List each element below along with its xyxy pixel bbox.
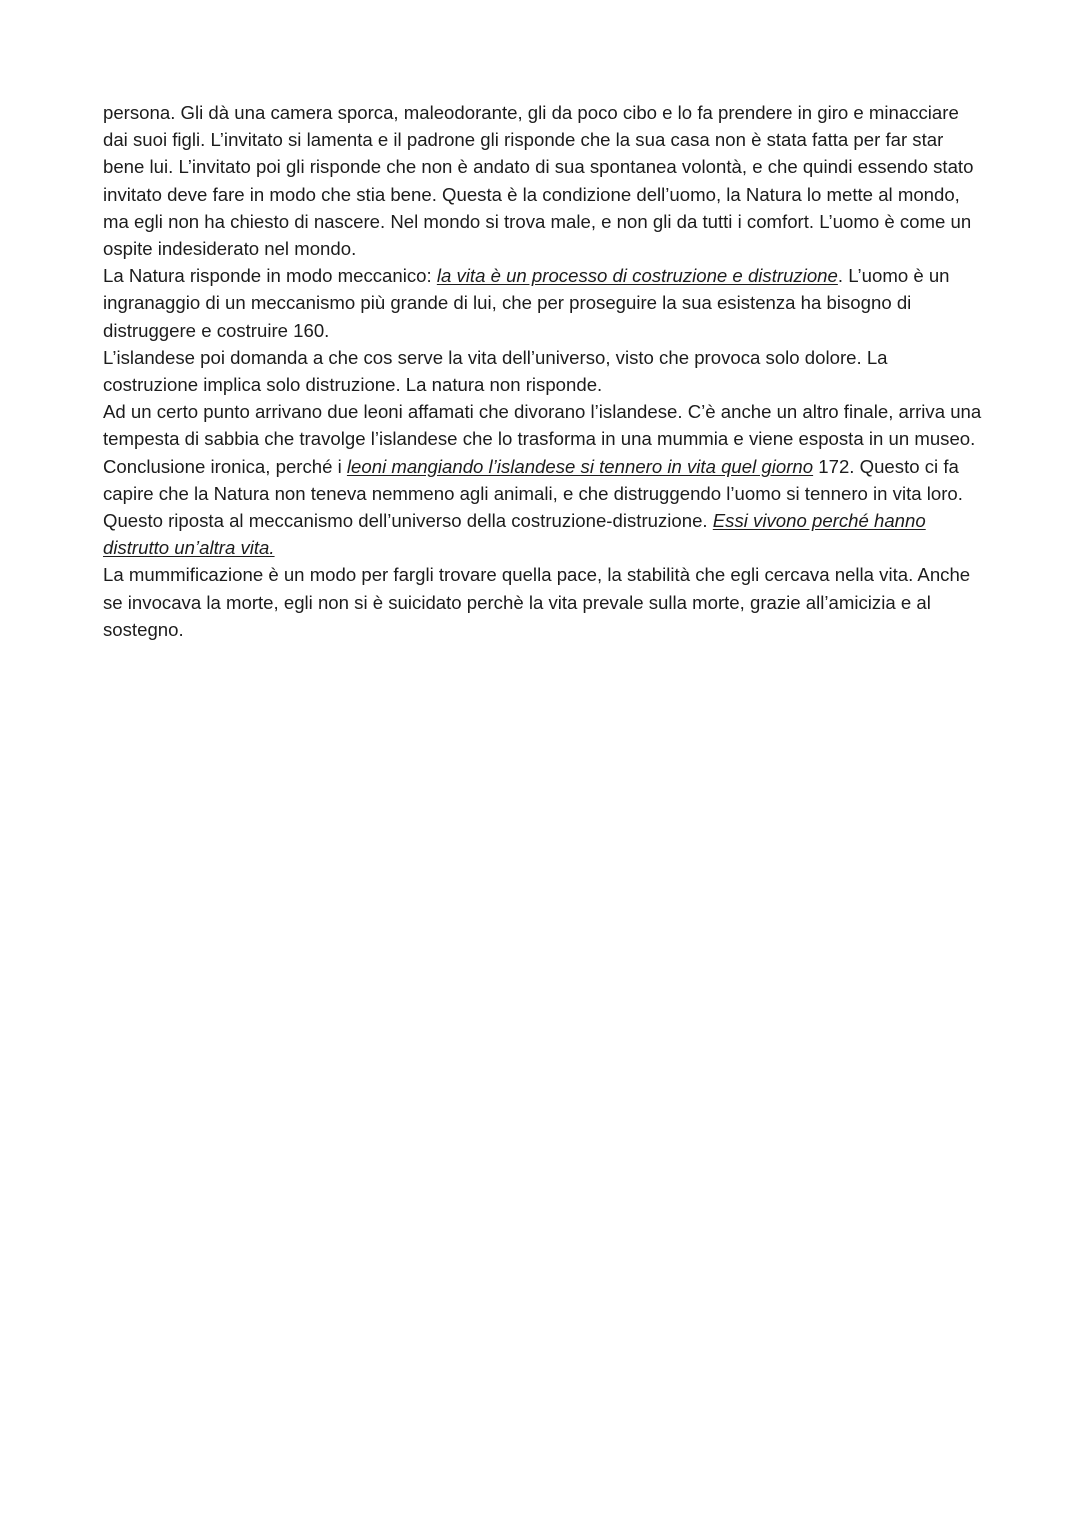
paragraph-islander-question (103, 344, 983, 398)
emphasized-quote: la vita è un processo di costruzione e distruzione (436, 265, 838, 287)
paragraph-text: L’islandese poi domanda a che cos serve la vita dell’universo, visto che provoca solo dolore. La costruzione implica solo distruzione. La natura non risponde. (103, 346, 888, 396)
paragraph-nature-mechanism (103, 262, 983, 344)
document-body (103, 99, 983, 643)
emphasized-quote: Essi vivono perché hanno distrutto un’altra vita. (103, 510, 926, 559)
paragraph-text: Ad un certo punto arrivano due leoni affamati che divorano l’islandese. C’è anche un altro finale, arriva una tempesta di sabbia che travolge l’islandese che lo trasforma in una mummia e viene esposta in un museo. Conclusione ironica, perché i (103, 401, 982, 477)
paragraph-text: . L’uomo è un ingranaggio di un meccanismo più grande di lui, che per proseguire la sua esistenza ha bisogno di distruggere e costruire 160. (103, 265, 950, 341)
paragraph-text: persona. Gli dà una camera sporca, maleodorante, gli da poco cibo e lo fa prendere in giro e minacciare dai suoi figli. L’invitato si lamenta e il padrone gli risponde che la sua casa non è stata fatta per far star bene lui. L’invitato poi gli risponde che non è andato di sua spontanea volontà, e che quindi essendo stato invitato deve fare in modo che stia bene. Questa è la condizione dell’uomo, la Natura lo mette al mondo, ma egli non ha chiesto di nascere. Nel mondo si trova male, e non gli da tutti i comfort. L’uomo è come un ospite indesiderato nel mondo. (103, 102, 974, 260)
paragraph-text: La Natura risponde in modo meccanico: (103, 265, 437, 287)
paragraph-text: La mummificazione è un modo per fargli trovare quella pace, la stabilità che egli cercava nella vita. Anche se invocava la morte, egli non si è suicidato perchè la vita prevale sulla morte, grazie all’amicizia e al sostegno. (103, 564, 971, 640)
paragraph-invited-guest (103, 99, 983, 262)
paragraph-text: 172. Questo ci fa capire che la Natura non teneva nemmeno agli animali, e che distruggendo l’uomo si tennero in vita loro. Questo riposta al meccanismo dell’universo della costruzione-distruzione. (103, 455, 963, 532)
paragraph-lions-ending (103, 398, 983, 561)
emphasized-quote: leoni mangiando l’islandese si tennero in vita quel giorno (346, 455, 814, 477)
paragraph-mummification (103, 561, 983, 643)
